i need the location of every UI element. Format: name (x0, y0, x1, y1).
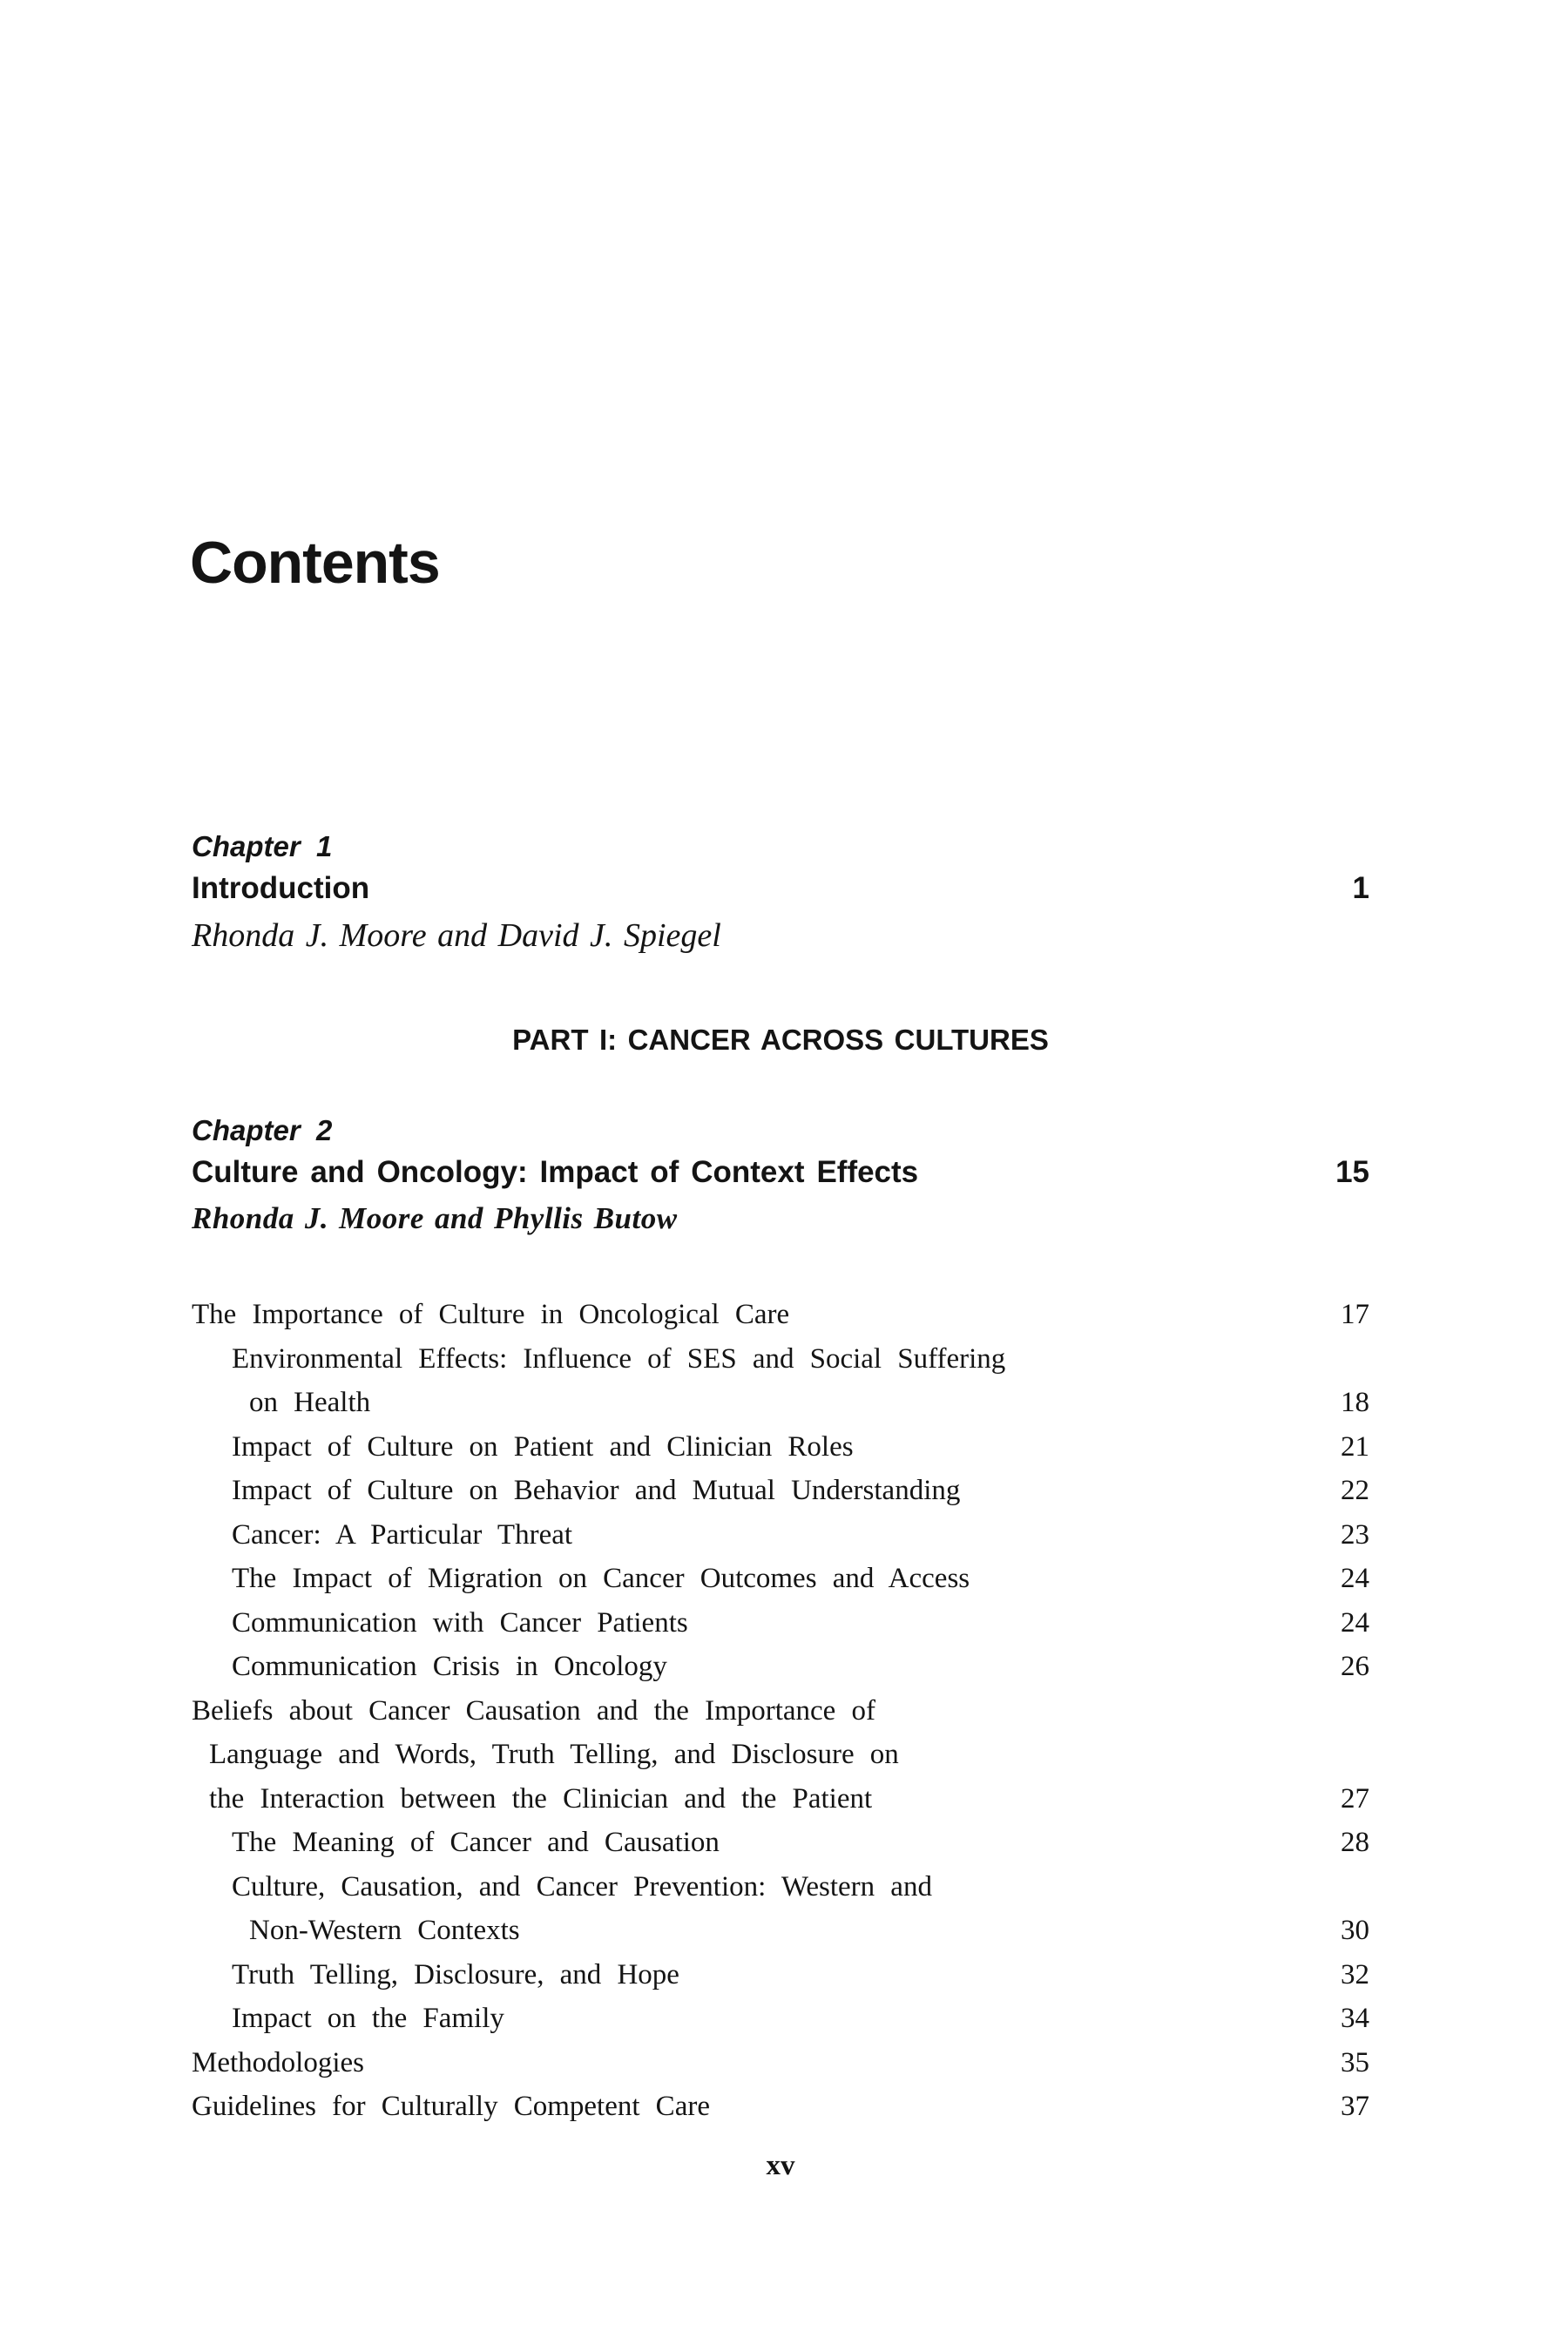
toc-entry-page: 17 (1341, 1299, 1369, 1330)
toc-entry-text: The Importance of Culture in Oncological Care (192, 1299, 790, 1330)
toc-entry-text: Communication Crisis in Oncology (232, 1651, 667, 1682)
toc-entry-text: Beliefs about Cancer Causation and the Importance of (192, 1694, 875, 1727)
chapter-1-title-row (192, 866, 1369, 911)
page-number-footer: xv (766, 2149, 795, 2181)
toc-entry-text: Methodologies (192, 2046, 364, 2078)
page-title: Contents (190, 530, 440, 596)
toc-entry-text: Culture, Causation, and Cancer Prevention: Western and (232, 1870, 932, 1903)
toc-entry (192, 1425, 1369, 1470)
chapter-2-authors: Rhonda J. Moore and Phyllis Butow (192, 1201, 678, 1235)
toc-list (192, 1293, 1369, 2129)
toc-entry-text: Environmental Effects: Influence of SES and Social Suffering (232, 1342, 1006, 1375)
toc-entry (192, 1557, 1369, 1601)
chapter-2-page-number: 15 (1335, 1155, 1369, 1189)
toc-entry-page: 18 (1341, 1387, 1369, 1418)
toc-entry-page: 35 (1341, 2046, 1369, 2078)
toc-entry-text: Guidelines for Culturally Competent Care (192, 2091, 710, 2122)
toc-entry (192, 1733, 1369, 1777)
toc-entry-text: Communication with Cancer Patients (232, 1606, 688, 1639)
toc-entry (192, 1909, 1369, 1953)
toc-entry (192, 1997, 1369, 2041)
toc-entry (192, 1293, 1369, 1337)
toc-entry-text: Language and Words, Truth Telling, and Disclosure on (209, 1739, 899, 1770)
part-1-heading: PART I: CANCER ACROSS CULTURES (512, 1024, 1049, 1056)
toc-entry-text: the Interaction between the Clinician and the Patient (209, 1782, 873, 1815)
toc-entry-text: Cancer: A Particular Threat (232, 1518, 573, 1551)
toc-entry-page: 24 (1341, 1563, 1369, 1594)
toc-entry-text: Impact of Culture on Behavior and Mutual Understanding (232, 1475, 961, 1506)
toc-entry (192, 1645, 1369, 1689)
toc-entry-text: Impact on the Family (232, 2003, 504, 2034)
toc-entry-page: 28 (1341, 1827, 1369, 1858)
content-column (192, 828, 1369, 2185)
toc-entry-page: 21 (1341, 1430, 1369, 1463)
toc-entry-page: 26 (1341, 1651, 1369, 1682)
chapter-1-title: Introduction (192, 871, 370, 905)
toc-entry-page: 23 (1341, 1518, 1369, 1551)
toc-entry-page: 32 (1341, 1958, 1369, 1990)
toc-entry-text: Truth Telling, Disclosure, and Hope (232, 1958, 679, 1990)
toc-entry (192, 1689, 1369, 1734)
toc-entry-page: 34 (1341, 2003, 1369, 2034)
toc-entry-page: 37 (1341, 2091, 1369, 2122)
toc-entry-page: 30 (1341, 1915, 1369, 1946)
chapter-1-block (192, 828, 1369, 960)
chapter-1-authors: Rhonda J. Moore and David J. Spiegel (192, 917, 721, 954)
toc-entry (192, 2041, 1369, 2085)
toc-entry (192, 1469, 1369, 1513)
chapter-2-label: Chapter 2 (192, 1114, 333, 1146)
toc-entry-page: 22 (1341, 1475, 1369, 1506)
toc-entry (192, 1821, 1369, 1865)
chapter-2-title: Culture and Oncology: Impact of Context Effects (192, 1155, 919, 1189)
toc-entry (192, 1865, 1369, 1909)
toc-entry (192, 1777, 1369, 1821)
toc-entry (192, 1601, 1369, 1646)
toc-entry (192, 1953, 1369, 1997)
toc-entry-page: 27 (1341, 1782, 1369, 1815)
toc-entry-text: The Meaning of Cancer and Causation (232, 1827, 720, 1858)
chapter-1-page-number: 1 (1352, 871, 1369, 905)
toc-entry-text: Impact of Culture on Patient and Clinician Roles (232, 1430, 854, 1463)
toc-entry (192, 1337, 1369, 1382)
toc-entry-text: on Health (249, 1387, 371, 1418)
toc-entry (192, 1513, 1369, 1558)
chapter-1-label: Chapter 1 (192, 830, 333, 862)
toc-entry (192, 1381, 1369, 1425)
toc-entry-text: The Impact of Migration on Cancer Outcomes and Access (232, 1563, 970, 1594)
toc-entry (192, 2085, 1369, 2129)
toc-entry-text: Non-Western Contexts (249, 1915, 520, 1946)
chapter-2-title-row (192, 1150, 1369, 1195)
chapter-2-block (192, 1112, 1369, 1242)
toc-entry-page: 24 (1341, 1606, 1369, 1639)
